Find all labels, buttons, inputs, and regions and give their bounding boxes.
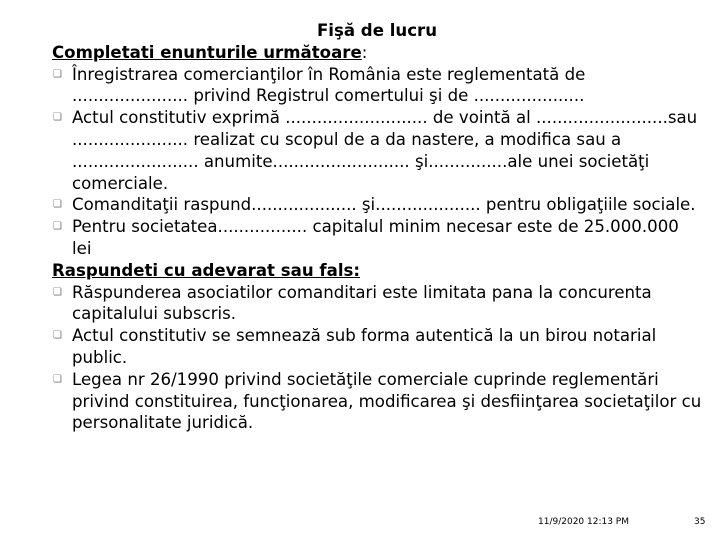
list-item	[52, 107, 702, 194]
section-1-heading-colon: :	[361, 42, 368, 62]
slide-title: Fişă de lucru	[316, 21, 438, 40]
list-item-text: Răspunderea asociatilor comanditari este limitata pana la concurenta capitalului subscris.	[72, 282, 652, 324]
list-item	[52, 194, 702, 216]
list-item	[52, 64, 702, 108]
checkbox-bullet-icon: ❑	[53, 199, 62, 211]
section-2-heading: Raspundeti cu adevarat sau fals:	[52, 260, 361, 280]
checkbox-bullet-icon: ❑	[53, 373, 62, 385]
list-item-text: Actul constitutiv exprimă ........................... de vointă al .........................sau ...................... realizat cu scopul de a da nastere, a modifica sau a ........................ anumite.......................... şi...............ale unei societăţi comerciale.	[72, 108, 698, 193]
list-item	[52, 369, 702, 434]
list-item	[52, 325, 702, 369]
list-item-text: Pentru societatea................. capitalul minim necesar este de 25.000.000 lei	[72, 217, 679, 258]
checkbox-bullet-icon: ❑	[53, 286, 62, 298]
list-item-text: Comanditaţii raspund.................... şi.................... pentru obligaţiile sociale.	[72, 195, 696, 215]
checkbox-bullet-icon: ❑	[53, 68, 62, 80]
list-item	[52, 216, 702, 260]
footer-page-number: 35	[694, 517, 706, 527]
list-item-text: Legea nr 26/1990 privind societăţile comerciale cuprinde reglementări privind constituirea, funcţionarea, modificarea şi desfiinţarea societaţilor cu personalitate juridică.	[72, 369, 702, 433]
section-1-heading-line	[52, 42, 702, 64]
slide-content	[52, 20, 702, 434]
checkbox-bullet-icon: ❑	[53, 112, 62, 124]
checkbox-bullet-icon: ❑	[53, 330, 62, 342]
list-item-text: Actul constitutiv se semnează sub forma autentică la un birou notarial public.	[72, 326, 657, 367]
footer-date: 11/9/2020 12:13 PM	[538, 517, 629, 527]
list-item-text: Înregistrarea comercianţilor în România este reglementată de ...................... privind Registrul comertului şi de .....................	[72, 64, 586, 106]
checkbox-bullet-icon: ❑	[53, 221, 62, 233]
list-item	[52, 282, 702, 326]
section-1-heading: Completati enunturile următoare	[52, 42, 362, 62]
